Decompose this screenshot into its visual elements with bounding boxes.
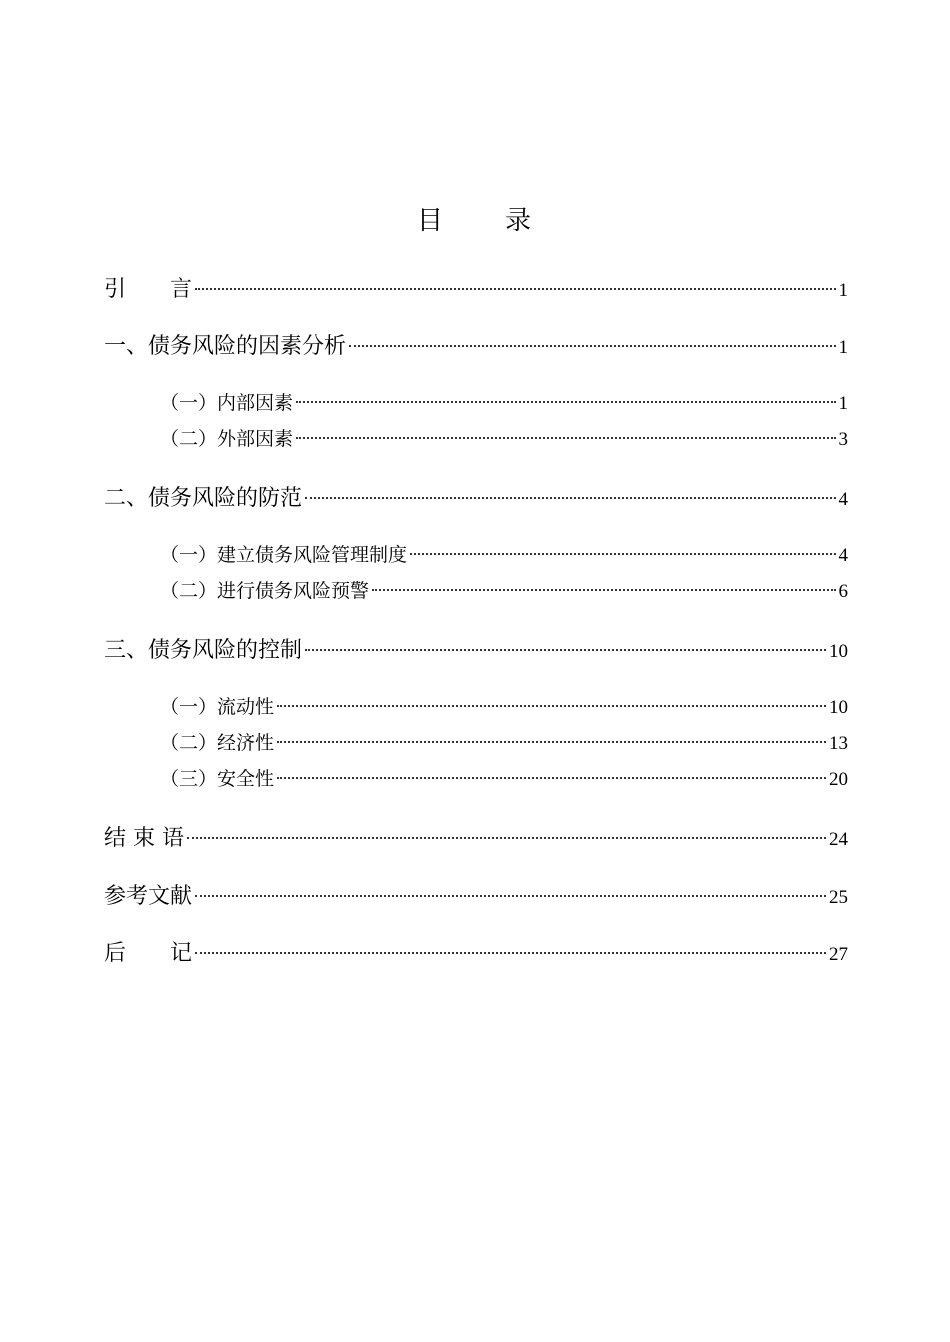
toc-entry-section-3-3[interactable]	[104, 764, 848, 791]
toc-label: 二、债务风险的防范	[104, 486, 303, 511]
toc-label: （二）经济性	[160, 732, 275, 754]
toc-label: （二）进行债务风险预警	[160, 580, 370, 602]
leader-dots	[305, 649, 826, 651]
toc-entry-references[interactable]	[104, 879, 848, 910]
leader-dots	[296, 437, 835, 439]
toc-label: 三、债务风险的控制	[104, 638, 303, 663]
leader-dots	[305, 497, 835, 499]
leader-dots	[277, 777, 826, 779]
toc-page-number: 1	[838, 337, 848, 358]
toc-label: （三）安全性	[160, 768, 275, 790]
toc-entry-section-1-1[interactable]	[104, 388, 848, 415]
toc-entry-section-3-1[interactable]	[104, 692, 848, 719]
toc-entry-section-2-2[interactable]	[104, 576, 848, 603]
leader-dots	[349, 345, 835, 347]
toc-label: 后 记	[104, 941, 193, 966]
toc-entry-section-2-1[interactable]	[104, 540, 848, 567]
toc-page-number: 4	[838, 489, 848, 510]
toc-label: 结 束 语	[104, 826, 184, 851]
toc-label: 一、债务风险的因素分析	[104, 334, 347, 359]
toc-page-number: 1	[838, 280, 848, 301]
leader-dots	[195, 952, 826, 954]
toc-entry-section-1[interactable]	[104, 329, 848, 360]
toc-label: （一）流动性	[160, 696, 275, 718]
leader-dots	[296, 401, 835, 403]
leader-dots	[187, 837, 826, 839]
toc-page-number: 20	[829, 769, 848, 790]
toc-page-number: 3	[838, 429, 848, 450]
leader-dots	[277, 705, 826, 707]
leader-dots	[195, 288, 835, 290]
toc-entry-section-2[interactable]	[104, 481, 848, 512]
toc-page-number: 1	[838, 393, 848, 414]
toc-label: （一）内部因素	[160, 392, 294, 414]
toc-page-number: 10	[829, 641, 848, 662]
title-char-1: 目	[416, 206, 445, 236]
toc-entry-section-1-2[interactable]	[104, 424, 848, 451]
toc-page-number: 10	[829, 697, 848, 718]
toc-entry-afterword[interactable]	[104, 936, 848, 967]
toc-label: （一）建立债务风险管理制度	[160, 544, 408, 566]
page-title	[0, 200, 950, 237]
toc-entry-conclusion[interactable]	[104, 821, 848, 852]
toc-page-number: 4	[838, 545, 848, 566]
toc-page-number: 25	[829, 887, 848, 908]
leader-dots	[372, 589, 835, 591]
leader-dots	[410, 553, 835, 555]
title-char-2: 录	[505, 206, 534, 236]
toc-entry-section-3-2[interactable]	[104, 728, 848, 755]
toc-page-number: 24	[829, 829, 848, 850]
toc-label: （二）外部因素	[160, 428, 294, 450]
toc-entry-section-3[interactable]	[104, 633, 848, 664]
toc-entry-intro[interactable]	[104, 272, 848, 303]
toc-page-number: 13	[829, 733, 848, 754]
toc-page-number: 27	[829, 944, 848, 965]
leader-dots	[195, 895, 826, 897]
toc-label: 引 言	[104, 277, 193, 302]
toc-label: 参考文献	[104, 884, 193, 909]
toc-page-number: 6	[838, 581, 848, 602]
leader-dots	[277, 741, 826, 743]
